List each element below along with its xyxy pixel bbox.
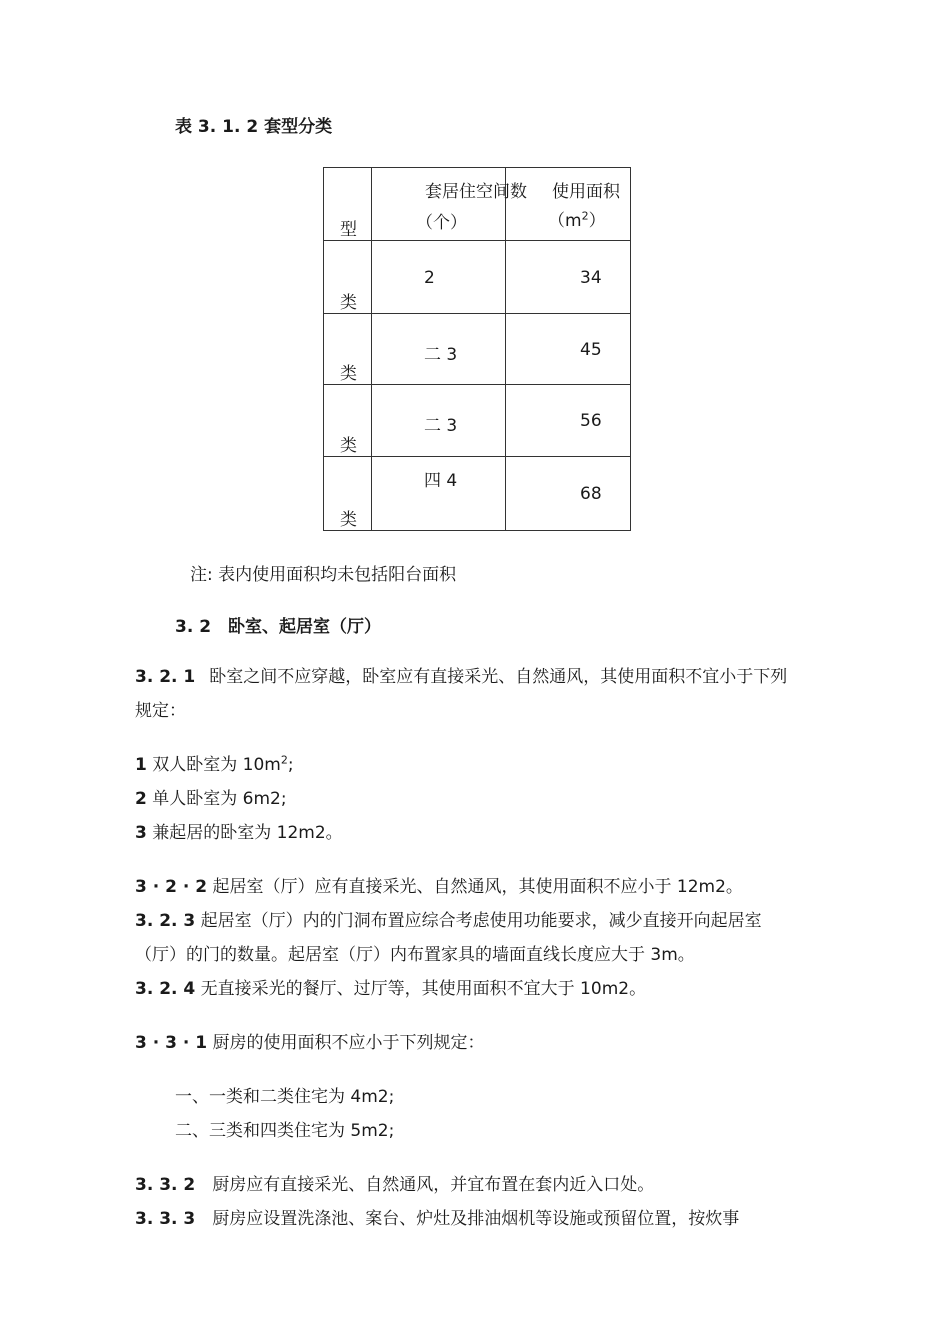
clause-3-2-4 (135, 974, 646, 999)
table-row (324, 385, 631, 457)
clause-number: 3. 3. 3 (135, 1209, 196, 1229)
row-rooms-cell (372, 457, 506, 531)
clause-number: 3. 3. 2 (135, 1175, 196, 1195)
clause-number: 3. 2. 3 (135, 911, 196, 931)
row-area: 45 (580, 340, 602, 360)
clause-3-2-3 (135, 906, 762, 931)
row-rooms: 四 4 (424, 471, 458, 491)
clause-text: 厨房的使用面积不应小于下列规定： (207, 1033, 485, 1053)
header-type: 型 (340, 220, 357, 240)
row-type: 类 (340, 364, 357, 384)
row-area: 68 (580, 484, 602, 504)
item-text: 双人卧室为 10m (146, 755, 281, 775)
clause-3-2-1 (135, 662, 787, 687)
list-item (135, 750, 294, 775)
clause-text: 起居室（厅）内的门洞布置应综合考虑使用功能要求，减少直接开向起居室 (195, 911, 762, 931)
row-rooms: 2 (424, 268, 435, 288)
row-area-cell (506, 457, 631, 531)
table-row (324, 314, 631, 385)
clause-text: 无直接采光的餐厅、过厅等，其使用面积不宜大于 10m2。 (195, 979, 647, 999)
header-area-unit: （m (548, 211, 582, 231)
table-row (324, 457, 631, 531)
item-number: 1 (135, 755, 147, 775)
item-sup: 2 (280, 753, 288, 767)
clause-number: 3 · 2 · 2 (135, 877, 208, 897)
row-rooms-cell (372, 314, 506, 385)
unit-type-table (323, 167, 631, 531)
row-type-cell (324, 457, 372, 531)
table-header-row (324, 168, 631, 241)
item-text: 单人卧室为 6m2; (146, 789, 287, 809)
row-area: 34 (580, 268, 602, 288)
list-item: 二、三类和四类住宅为 5m2; (175, 1121, 395, 1141)
clause-3-2-1-continued: 规定： (135, 701, 186, 721)
row-type-cell (324, 385, 372, 457)
row-area-cell (506, 385, 631, 457)
row-type: 类 (340, 293, 357, 313)
item-text: 兼起居的卧室为 12m2。 (146, 823, 343, 843)
clause-number: 3. 2. 4 (135, 979, 196, 999)
table-note: 注: 表内使用面积均未包括阳台面积 (190, 565, 457, 585)
table-row (324, 241, 631, 314)
table-title: 表 3. 1. 2 套型分类 (175, 117, 333, 137)
row-type: 类 (340, 436, 357, 456)
header-type-cell (324, 168, 372, 241)
clause-text: 起居室（厅）应有直接采光、自然通风，其使用面积不应小于 12m2。 (207, 877, 743, 897)
item-number: 2 (135, 789, 147, 809)
clause-number: 3 · 3 · 1 (135, 1033, 208, 1053)
clause-text: 厨房应设置洗涤池、案台、炉灶及排油烟机等设施或预留位置，按炊事 (195, 1209, 740, 1229)
clause-3-3-2 (135, 1170, 654, 1195)
header-rooms-line1: 套居住空间数 (425, 182, 527, 202)
header-area-cell (506, 168, 631, 241)
row-type-cell (324, 241, 372, 314)
header-area-sup: 2 (581, 209, 589, 223)
header-area-line2 (548, 206, 606, 231)
item-end: ; (287, 755, 294, 775)
header-area-line1: 使用面积 (552, 182, 620, 202)
clause-text: 卧室之间不应穿越，卧室应有直接采光、自然通风，其使用面积不宜小于下列 (209, 667, 788, 687)
row-rooms-cell (372, 241, 506, 314)
row-rooms-cell (372, 385, 506, 457)
item-number: 3 (135, 823, 147, 843)
list-item: 一、一类和二类住宅为 4m2; (175, 1087, 395, 1107)
row-area: 56 (580, 411, 602, 431)
clause-3-2-3-continued: （厅）的门的数量。起居室（厅）内布置家具的墙面直线长度应大于 3m。 (135, 945, 695, 965)
list-item (135, 818, 343, 843)
row-area-cell (506, 314, 631, 385)
list-item (135, 784, 287, 809)
clause-3-2-2 (135, 872, 743, 897)
row-type: 类 (340, 510, 357, 530)
clause-text: 厨房应有直接采光、自然通风，并宜布置在套内近入口处。 (195, 1175, 655, 1195)
section-heading: 3. 2 卧室、起居室（厅） (175, 617, 382, 637)
clause-number: 3. 2. 1 (135, 667, 196, 687)
header-area-close: ） (588, 211, 606, 231)
row-rooms: 二 3 (424, 416, 458, 436)
clause-3-3-3 (135, 1204, 739, 1229)
row-rooms: 二 3 (424, 345, 458, 365)
row-area-cell (506, 241, 631, 314)
row-type-cell (324, 314, 372, 385)
clause-3-3-1 (135, 1028, 484, 1053)
header-rooms-cell (372, 168, 527, 241)
header-rooms-line2: （个） (416, 213, 467, 233)
